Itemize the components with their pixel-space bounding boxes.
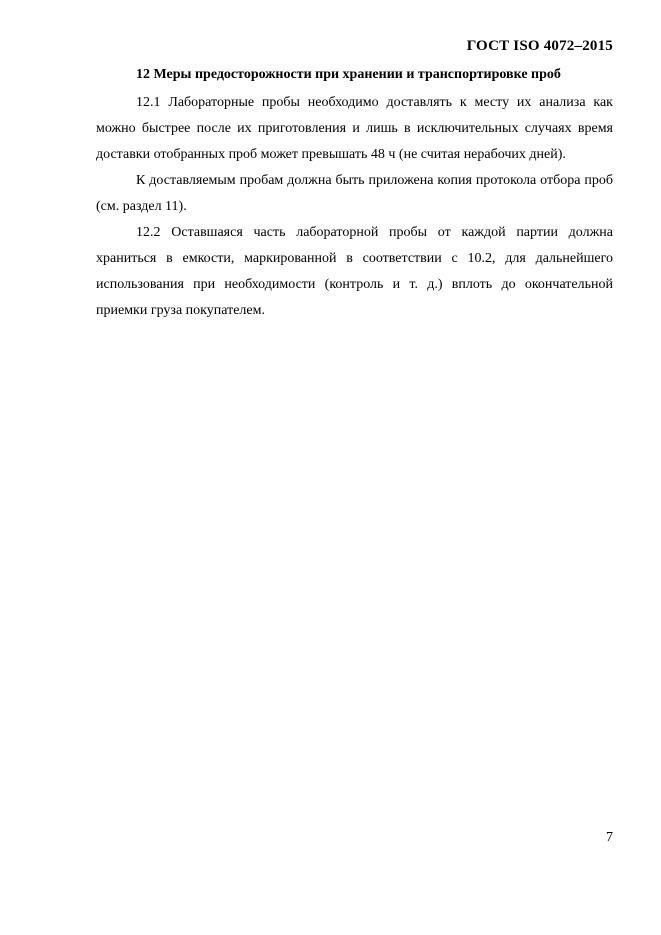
- paragraph-12-2: 12.2 Оставшаяся часть лабораторной пробы от каждой партии должна храниться в емкости, маркированной в соответствии с 10.2, для дальнейшего использования при необходимости (контроль и т. д.) вплоть до окончательной приемки груза покупателем.: [96, 225, 613, 318]
- body-text: [96, 90, 613, 324]
- paragraph-sample-protocol: К доставляемым пробам должна быть приложена копия протокола отбора проб (см. раздел 11).: [96, 173, 613, 214]
- paragraph-12-1: 12.1 Лабораторные пробы необходимо доставлять к месту их анализа как можно быстрее после их приготовления и лишь в исключительных случаях время доставки отобранных проб может превышать 48 ч (не считая нерабочих дней).: [96, 95, 613, 162]
- section-heading: 12 Меры предосторожности при хранении и транспортировке проб: [136, 67, 561, 82]
- document-code-header: ГОСТ ISO 4072–2015: [466, 38, 613, 54]
- page-number: 7: [606, 830, 613, 845]
